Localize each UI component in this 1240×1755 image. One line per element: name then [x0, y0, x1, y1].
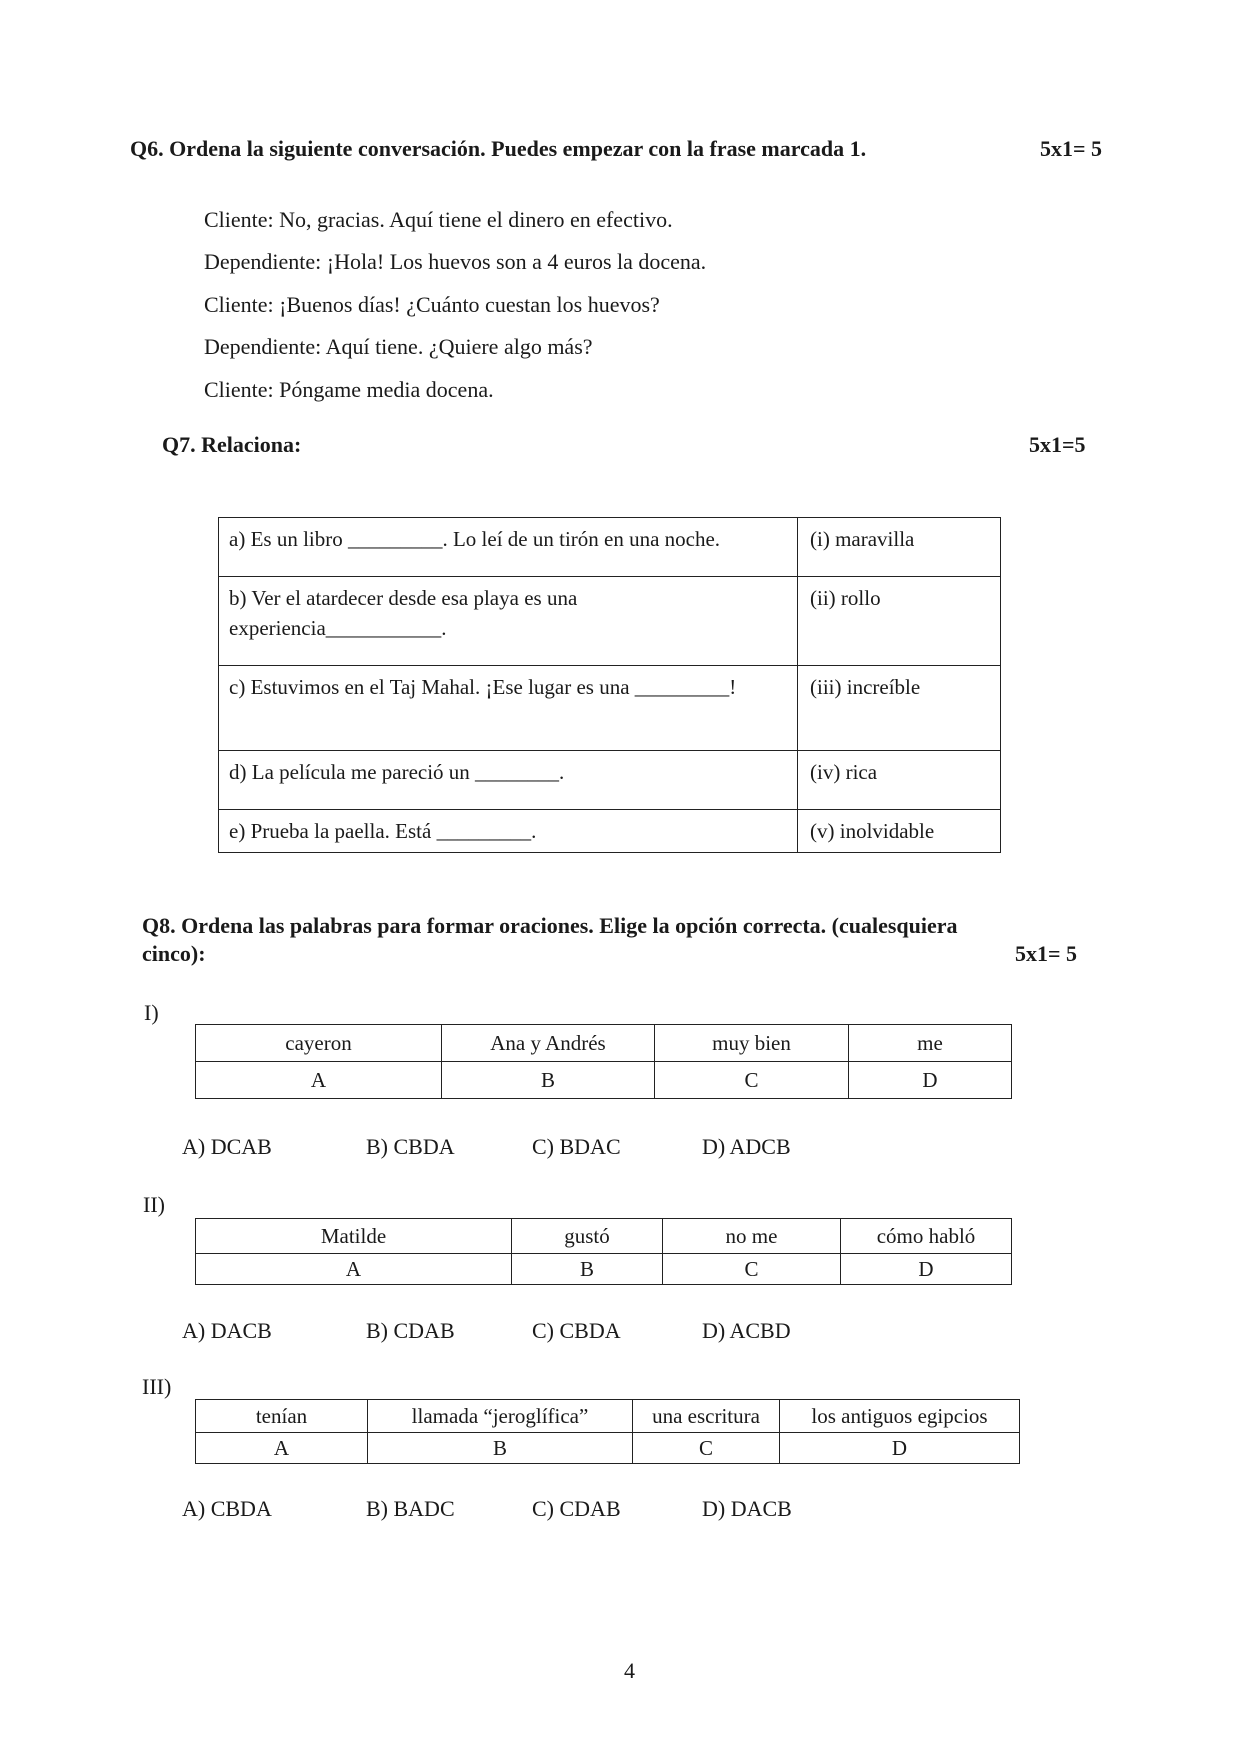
q7-marks: 5x1=5	[1029, 432, 1086, 457]
q6-line-1: Cliente: No, gracias. Aquí tiene el dinero en efectivo.	[204, 207, 673, 232]
letter-cell: D	[780, 1433, 1020, 1464]
option-a: A) DCAB	[182, 1134, 272, 1159]
match-word: (iv) rica	[798, 751, 1001, 810]
match-row	[219, 810, 1001, 853]
word-order-table	[195, 1218, 1012, 1285]
q6-line-4: Dependiente: Aquí tiene. ¿Quiere algo más?	[204, 334, 593, 359]
word-cell: una escritura	[633, 1400, 780, 1433]
match-sentence: e) Prueba la paella. Está _________.	[219, 810, 798, 853]
word-cell: llamada “jeroglífica”	[368, 1400, 633, 1433]
word-cell: cómo habló	[841, 1219, 1012, 1254]
word-cell: me	[849, 1025, 1012, 1062]
option-b: B) BADC	[366, 1496, 455, 1521]
option-c: C) BDAC	[532, 1134, 621, 1159]
match-sentence: c) Estuvimos en el Taj Mahal. ¡Ese lugar es una _________!	[219, 666, 798, 751]
letter-cell: A	[196, 1254, 512, 1285]
match-row	[219, 751, 1001, 810]
q6-line-5: Cliente: Póngame media docena.	[204, 377, 494, 402]
match-word: (iii) increíble	[798, 666, 1001, 751]
word-cell: gustó	[512, 1219, 663, 1254]
option-d: D) ADCB	[702, 1134, 791, 1159]
letter-cell: A	[196, 1062, 442, 1099]
match-sentence: d) La película me pareció un ________.	[219, 751, 798, 810]
q6-title: Q6. Ordena la siguiente conversación. Puedes empezar con la frase marcada 1.	[130, 136, 867, 161]
q6-line-2: Dependiente: ¡Hola! Los huevos son a 4 euros la docena.	[204, 249, 707, 274]
letter-cell: C	[655, 1062, 849, 1099]
match-word: (i) maravilla	[798, 518, 1001, 577]
option-a: A) CBDA	[182, 1496, 272, 1521]
option-d: D) ACBD	[702, 1318, 791, 1343]
option-d: D) DACB	[702, 1496, 792, 1521]
item-numeral: I)	[144, 1000, 159, 1025]
q7-match-table	[218, 517, 1001, 853]
match-row	[219, 577, 1001, 666]
q8-marks: 5x1= 5	[1015, 941, 1078, 966]
option-c: C) CBDA	[532, 1318, 621, 1343]
q8-title-line2: cinco):	[142, 941, 206, 966]
word-cell: no me	[663, 1219, 841, 1254]
word-cell: tenían	[196, 1400, 368, 1433]
q8-title-line1: Q8. Ordena las palabras para formar oraciones. Elige la opción correcta. (cualesquiera	[142, 913, 958, 938]
option-b: B) CBDA	[366, 1134, 455, 1159]
word-cell: cayeron	[196, 1025, 442, 1062]
word-order-table	[195, 1399, 1020, 1464]
letter-cell: A	[196, 1433, 368, 1464]
match-word: (v) inolvidable	[798, 810, 1001, 853]
letter-cell: D	[841, 1254, 1012, 1285]
word-cell: los antiguos egipcios	[780, 1400, 1020, 1433]
match-sentence: a) Es un libro _________. Lo leí de un tirón en una noche.	[219, 518, 798, 577]
letter-cell: D	[849, 1062, 1012, 1099]
letter-cell: C	[663, 1254, 841, 1285]
match-row	[219, 518, 1001, 577]
match-sentence: b) Ver el atardecer desde esa playa es una experiencia___________.	[219, 577, 798, 666]
q6-line-3: Cliente: ¡Buenos días! ¿Cuánto cuestan los huevos?	[204, 292, 660, 317]
option-a: A) DACB	[182, 1318, 272, 1343]
option-b: B) CDAB	[366, 1318, 455, 1343]
match-word: (ii) rollo	[798, 577, 1001, 666]
letter-cell: B	[442, 1062, 655, 1099]
letter-cell: C	[633, 1433, 780, 1464]
match-row	[219, 666, 1001, 751]
word-cell: Matilde	[196, 1219, 512, 1254]
item-numeral: III)	[142, 1374, 172, 1399]
q6-marks: 5x1= 5	[1040, 136, 1103, 161]
page-number: 4	[624, 1658, 635, 1683]
letter-cell: B	[512, 1254, 663, 1285]
option-c: C) CDAB	[532, 1496, 621, 1521]
item-numeral: II)	[143, 1192, 165, 1217]
letter-cell: B	[368, 1433, 633, 1464]
word-order-table	[195, 1024, 1012, 1099]
q7-title: Q7. Relaciona:	[162, 432, 302, 457]
word-cell: Ana y Andrés	[442, 1025, 655, 1062]
word-cell: muy bien	[655, 1025, 849, 1062]
